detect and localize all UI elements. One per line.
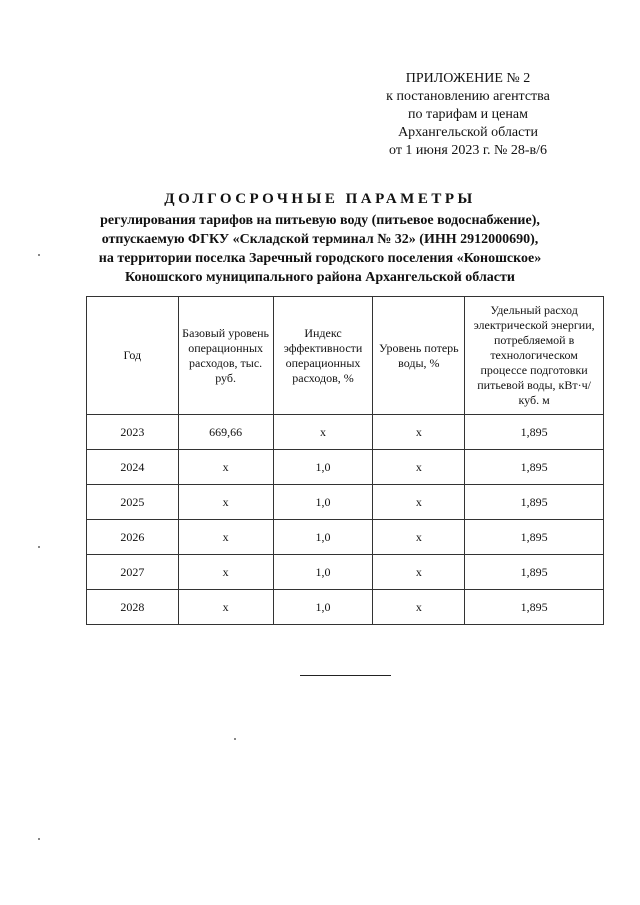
parameters-table bbox=[86, 296, 604, 625]
cell-energy-consumption: 1,895 bbox=[465, 555, 604, 590]
cell-year: 2025 bbox=[87, 485, 179, 520]
cell-efficiency-index: x bbox=[273, 415, 373, 450]
document-subtitle-line: на территории поселка Заречный городского поселения «Коношское» bbox=[98, 251, 542, 266]
cell-efficiency-index: 1,0 bbox=[273, 590, 373, 625]
cell-water-loss: x bbox=[373, 485, 465, 520]
document-heading bbox=[0, 190, 640, 287]
column-header-base-opex: Базовый уровень операционных расходов, тыс. руб. bbox=[178, 297, 273, 415]
scan-speck bbox=[38, 254, 40, 256]
cell-efficiency-index: 1,0 bbox=[273, 555, 373, 590]
column-header-year: Год bbox=[87, 297, 179, 415]
cell-year: 2027 bbox=[87, 555, 179, 590]
table-row bbox=[87, 520, 604, 555]
appendix-line: Архангельской области bbox=[398, 125, 538, 140]
appendix-block bbox=[348, 70, 588, 160]
cell-water-loss: x bbox=[373, 415, 465, 450]
cell-base-opex: x bbox=[178, 450, 273, 485]
cell-base-opex: x bbox=[178, 590, 273, 625]
column-header-energy-consumption: Удельный расход электрической энергии, потребляемой в технологическом процессе подготовки питьевой воды, кВт·ч/куб. м bbox=[465, 297, 604, 415]
cell-base-opex: x bbox=[178, 520, 273, 555]
cell-water-loss: x bbox=[373, 555, 465, 590]
document-subtitle-line: регулирования тарифов на питьевую воду (питьевое водоснабжение), bbox=[100, 213, 540, 228]
cell-year: 2026 bbox=[87, 520, 179, 555]
cell-base-opex: 669,66 bbox=[178, 415, 273, 450]
table-row bbox=[87, 450, 604, 485]
cell-year: 2024 bbox=[87, 450, 179, 485]
table-row bbox=[87, 485, 604, 520]
document-subtitle-line: Коношского муниципального района Архангельской области bbox=[125, 270, 515, 285]
appendix-line: к постановлению агентства bbox=[386, 89, 550, 104]
cell-year: 2028 bbox=[87, 590, 179, 625]
table-row bbox=[87, 590, 604, 625]
table-row bbox=[87, 555, 604, 590]
end-of-document-rule bbox=[300, 675, 391, 676]
cell-energy-consumption: 1,895 bbox=[465, 520, 604, 555]
scan-speck bbox=[234, 738, 236, 740]
appendix-date-line: от 1 июня 2023 г. № 28-в/6 bbox=[389, 143, 547, 158]
cell-base-opex: x bbox=[178, 555, 273, 590]
column-header-efficiency-index: Индекс эффективности операционных расходов, % bbox=[273, 297, 373, 415]
scan-speck bbox=[38, 838, 40, 840]
column-header-water-loss: Уровень потерь воды, % bbox=[373, 297, 465, 415]
cell-energy-consumption: 1,895 bbox=[465, 590, 604, 625]
cell-base-opex: x bbox=[178, 485, 273, 520]
cell-energy-consumption: 1,895 bbox=[465, 485, 604, 520]
cell-energy-consumption: 1,895 bbox=[465, 450, 604, 485]
table-header-row bbox=[87, 297, 604, 415]
cell-efficiency-index: 1,0 bbox=[273, 450, 373, 485]
cell-water-loss: x bbox=[373, 450, 465, 485]
cell-water-loss: x bbox=[373, 590, 465, 625]
scan-speck bbox=[38, 546, 40, 548]
appendix-title: ПРИЛОЖЕНИЕ № 2 bbox=[405, 71, 531, 86]
document-title: ДОЛГОСРОЧНЫЕ ПАРАМЕТРЫ bbox=[164, 191, 476, 207]
cell-efficiency-index: 1,0 bbox=[273, 485, 373, 520]
document-subtitle-line: отпускаемую ФГКУ «Складской терминал № 32» (ИНН 2912000690), bbox=[101, 232, 539, 247]
cell-efficiency-index: 1,0 bbox=[273, 520, 373, 555]
table-row bbox=[87, 415, 604, 450]
cell-water-loss: x bbox=[373, 520, 465, 555]
cell-energy-consumption: 1,895 bbox=[465, 415, 604, 450]
appendix-line: по тарифам и ценам bbox=[408, 107, 528, 122]
cell-year: 2023 bbox=[87, 415, 179, 450]
